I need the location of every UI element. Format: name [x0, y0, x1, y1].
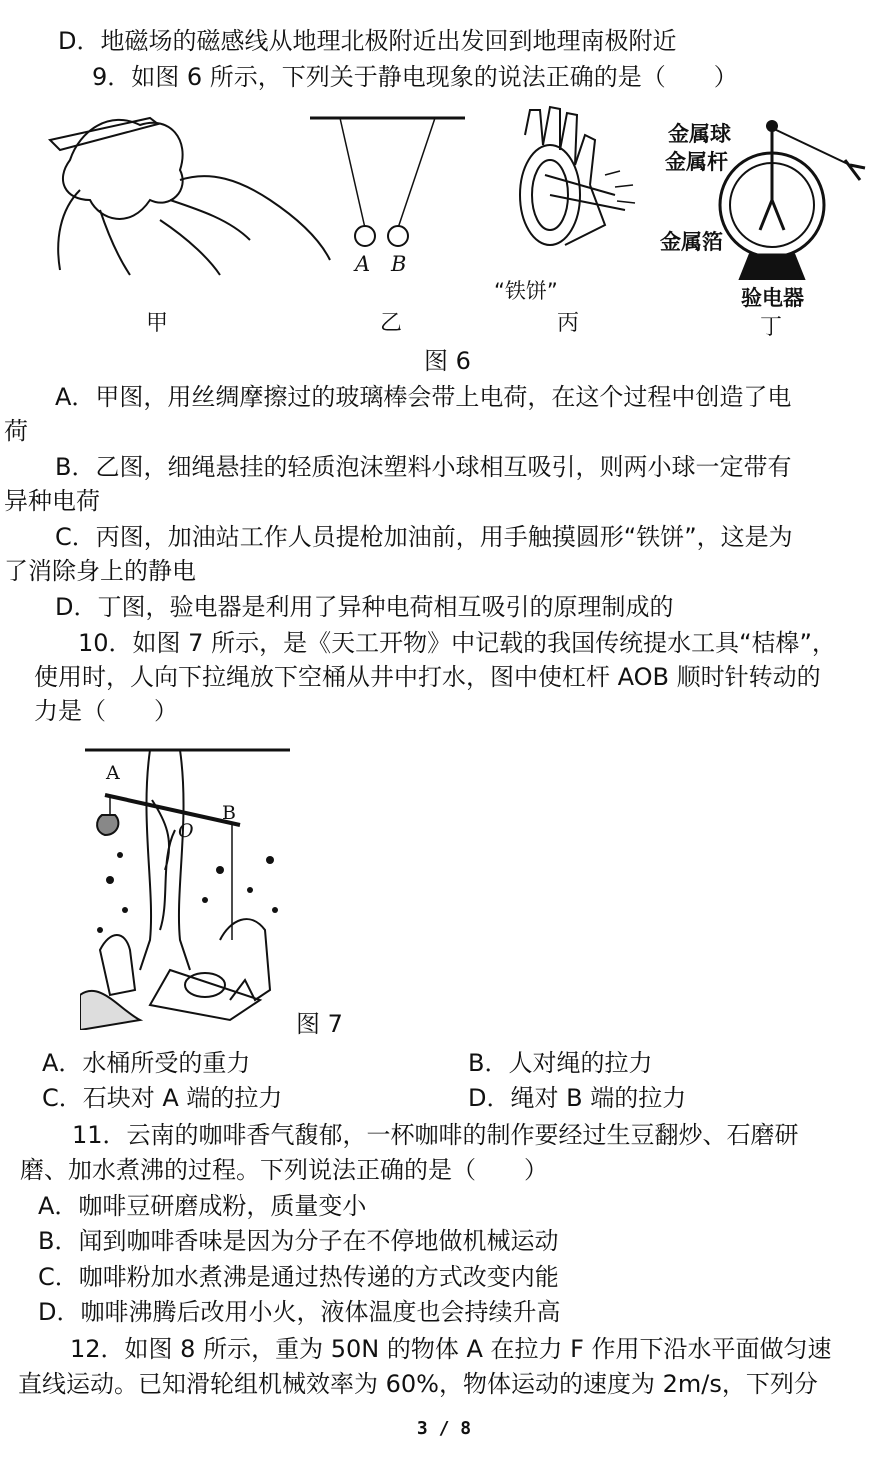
fig6-metal-foil-label: 金属箔 [660, 230, 723, 254]
q12-stem-line1: 12．如图 8 所示，重为 50N 的物体 A 在拉力 F 作用下沿水平面做匀速 [70, 1335, 832, 1363]
fig6-label-yi: 乙 [380, 311, 403, 336]
q9-stem: 9．如图 6 所示，下列关于静电现象的说法正确的是（ ） [92, 63, 738, 91]
q12-stem-line2: 直线运动。已知滑轮组机械效率为 60%，物体运动的速度为 2m/s，下列分 [18, 1370, 818, 1398]
q9-option-c-line1: C．丙图，加油站工作人员提枪加油前，用手触摸圆形“铁饼”，这是为 [55, 523, 793, 551]
fig6-ball-b-label: B [391, 252, 407, 276]
q10-option-b: B．人对绳的拉力 [468, 1049, 653, 1077]
fig6-jia-image [40, 100, 340, 280]
q9-option-a-line2: 荷 [4, 417, 28, 445]
fig6-metal-rod-label: 金属杆 [665, 150, 728, 174]
q11-option-c: C．咖啡粉加水煮沸是通过热传递的方式改变内能 [38, 1263, 559, 1291]
page-number: 3 / 8 [416, 1418, 472, 1439]
fig6-yi-image [305, 108, 475, 278]
fig7-point-b-label: B [222, 802, 236, 824]
fig7-point-a-label: A [106, 762, 120, 784]
q10-option-a: A．水桶所受的重力 [42, 1049, 251, 1077]
q9-option-b-line1: B．乙图，细绳悬挂的轻质泡沫塑料小球相互吸引，则两小球一定带有 [55, 453, 792, 481]
q11-option-d: D．咖啡沸腾后改用小火，液体温度也会持续升高 [38, 1298, 561, 1326]
q9-option-b-line2: 异种电荷 [4, 487, 100, 515]
fig6-label-jia: 甲 [146, 311, 169, 336]
fig6-electroscope-label: 验电器 [741, 286, 804, 310]
fig6-metal-ball-label: 金属球 [668, 122, 731, 146]
fig6-ball-a-label: A [355, 252, 371, 276]
q11-stem-line1: 11．云南的咖啡香气馥郁，一杯咖啡的制作要经过生豆翻炒、石磨研 [72, 1121, 799, 1149]
fig6-caption: 图 6 [424, 347, 471, 375]
q10-stem-line1: 10．如图 7 所示，是《天工开物》中记载的我国传统提水工具“桔槔”， [78, 629, 836, 657]
fig6-tiebing-label: “铁饼” [494, 279, 558, 303]
q10-stem-line2: 使用时，人向下拉绳放下空桶从井中打水，图中使杠杆 AOB 顺时针转动的 [34, 663, 821, 691]
fig7-caption: 图 7 [296, 1010, 343, 1038]
q10-option-d: D．绳对 B 端的拉力 [468, 1084, 687, 1112]
fig6-label-ding: 丁 [760, 315, 783, 340]
fig7-point-o-label: O [178, 820, 194, 842]
fig6-label-bing: 丙 [557, 311, 580, 336]
q9-option-a-line1: A．甲图，用丝绸摩擦过的玻璃棒会带上电荷，在这个过程中创造了电 [55, 383, 792, 411]
q10-stem-line3: 力是（ ） [34, 697, 178, 725]
q8-option-d: D．地磁场的磁感线从地理北极附近出发回到地理南极附近 [58, 27, 677, 55]
fig6-bing-image [505, 105, 645, 265]
q10-option-c: C．石块对 A 端的拉力 [42, 1084, 283, 1112]
q9-option-c-line2: 了消除身上的静电 [4, 557, 196, 585]
q9-option-d: D．丁图，验电器是利用了异种电荷相互吸引的原理制成的 [55, 593, 674, 621]
q11-option-a: A．咖啡豆研磨成粉，质量变小 [38, 1192, 367, 1220]
q11-option-b: B．闻到咖啡香味是因为分子在不停地做机械运动 [38, 1227, 559, 1255]
q11-stem-line2: 磨、加水煮沸的过程。下列说法正确的是（ ） [20, 1156, 548, 1184]
